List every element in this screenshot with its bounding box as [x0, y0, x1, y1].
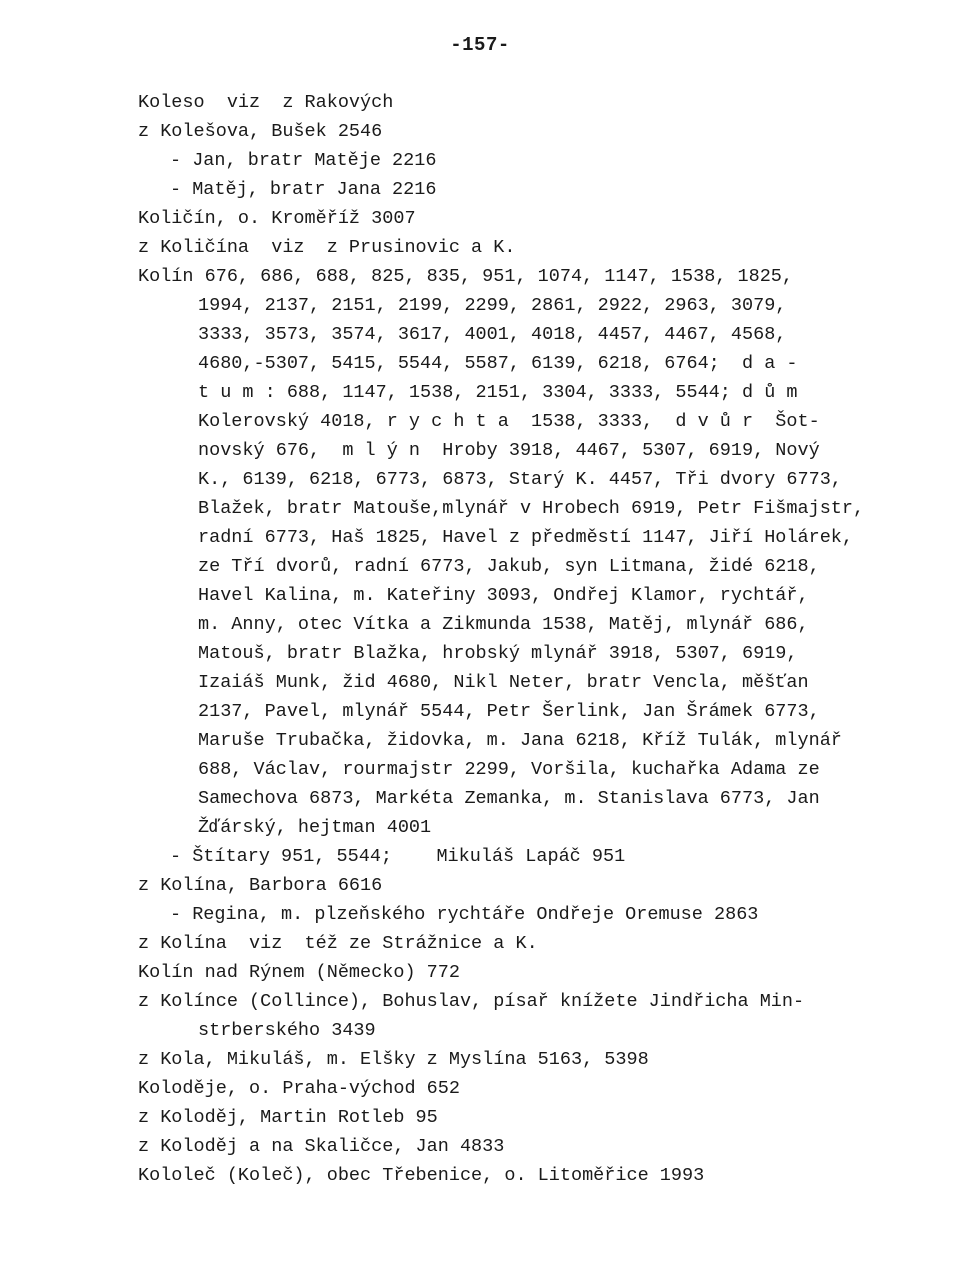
- index-line: Koleso viz z Rakových: [138, 92, 394, 113]
- page-number: -157-: [450, 34, 510, 56]
- index-line: Samechova 6873, Markéta Zemanka, m. Stanislava 6773, Jan: [198, 788, 820, 809]
- index-line: z Kola, Mikuláš, m. Elšky z Myslína 5163, 5398: [138, 1049, 649, 1070]
- index-line: Izaiáš Munk, žid 4680, Nikl Neter, bratr Vencla, měšťan: [198, 672, 809, 693]
- index-line: radní 6773, Haš 1825, Havel z předměstí 1147, Jiří Holárek,: [198, 527, 854, 548]
- index-line: Maruše Trubačka, židovka, m. Jana 6218, Kříž Tulák, mlynář: [198, 730, 842, 751]
- index-line: Kolín 676, 686, 688, 825, 835, 951, 1074, 1147, 1538, 1825,: [138, 266, 794, 287]
- index-line: Havel Kalina, m. Kateřiny 3093, Ondřej Klamor, rychtář,: [198, 585, 809, 606]
- index-line: z Kolína, Barbora 6616: [138, 875, 383, 896]
- index-line: Žďárský, hejtman 4001: [198, 817, 432, 838]
- index-line: z Koloděj a na Skaličce, Jan 4833: [138, 1136, 505, 1157]
- index-line: Matouš, bratr Blažka, hrobský mlynář 3918, 5307, 6919,: [198, 643, 798, 664]
- index-line: Količín, o. Kroměříž 3007: [138, 208, 416, 229]
- index-line: Kolerovský 4018, r y c h t a 1538, 3333, d v ů r Šot-: [198, 411, 820, 432]
- index-line: strberského 3439: [198, 1020, 376, 1041]
- index-line: 2137, Pavel, mlynář 5544, Petr Šerlink, Jan Šrámek 6773,: [198, 701, 820, 722]
- index-line: K., 6139, 6218, 6773, 6873, Starý K. 4457, Tři dvory 6773,: [198, 469, 842, 490]
- index-line: - Štítary 951, 5544; Mikuláš Lapáč 951: [170, 846, 626, 867]
- index-entries: [138, 88, 928, 1190]
- index-line: Koloděje, o. Praha-východ 652: [138, 1078, 460, 1099]
- index-line: novský 676, m l ý n Hroby 3918, 4467, 5307, 6919, Nový: [198, 440, 820, 461]
- index-line: z Količína viz z Prusinovic a K.: [138, 237, 516, 258]
- index-line: - Regina, m. plzeňského rychtáře Ondřeje Oremuse 2863: [170, 904, 759, 925]
- index-line: - Jan, bratr Matěje 2216: [170, 150, 437, 171]
- index-line: - Matěj, bratr Jana 2216: [170, 179, 437, 200]
- index-line: 688, Václav, rourmajstr 2299, Voršila, kuchařka Adama ze: [198, 759, 820, 780]
- index-line: Kolín nad Rýnem (Německo) 772: [138, 962, 460, 983]
- index-line: t u m : 688, 1147, 1538, 2151, 3304, 3333, 5544; d ů m: [198, 382, 798, 403]
- index-line: 3333, 3573, 3574, 3617, 4001, 4018, 4457, 4467, 4568,: [198, 324, 787, 345]
- index-line: 4680,-5307, 5415, 5544, 5587, 6139, 6218, 6764; d a -: [198, 353, 798, 374]
- index-line: Blažek, bratr Matouše,mlynář v Hrobech 6919, Petr Fišmajstr,: [198, 498, 865, 519]
- index-line: ze Tří dvorů, radní 6773, Jakub, syn Litmana, židé 6218,: [198, 556, 820, 577]
- index-line: 1994, 2137, 2151, 2199, 2299, 2861, 2922, 2963, 3079,: [198, 295, 787, 316]
- index-line: Kololeč (Koleč), obec Třebenice, o. Litoměřice 1993: [138, 1165, 705, 1186]
- index-line: z Koloděj, Martin Rotleb 95: [138, 1107, 438, 1128]
- index-line: z Kolínce (Collince), Bohuslav, písař knížete Jindřicha Min-: [138, 991, 805, 1012]
- index-line: z Kolešova, Bušek 2546: [138, 121, 383, 142]
- index-line: m. Anny, otec Vítka a Zikmunda 1538, Matěj, mlynář 686,: [198, 614, 809, 635]
- index-line: z Kolína viz též ze Strážnice a K.: [138, 933, 538, 954]
